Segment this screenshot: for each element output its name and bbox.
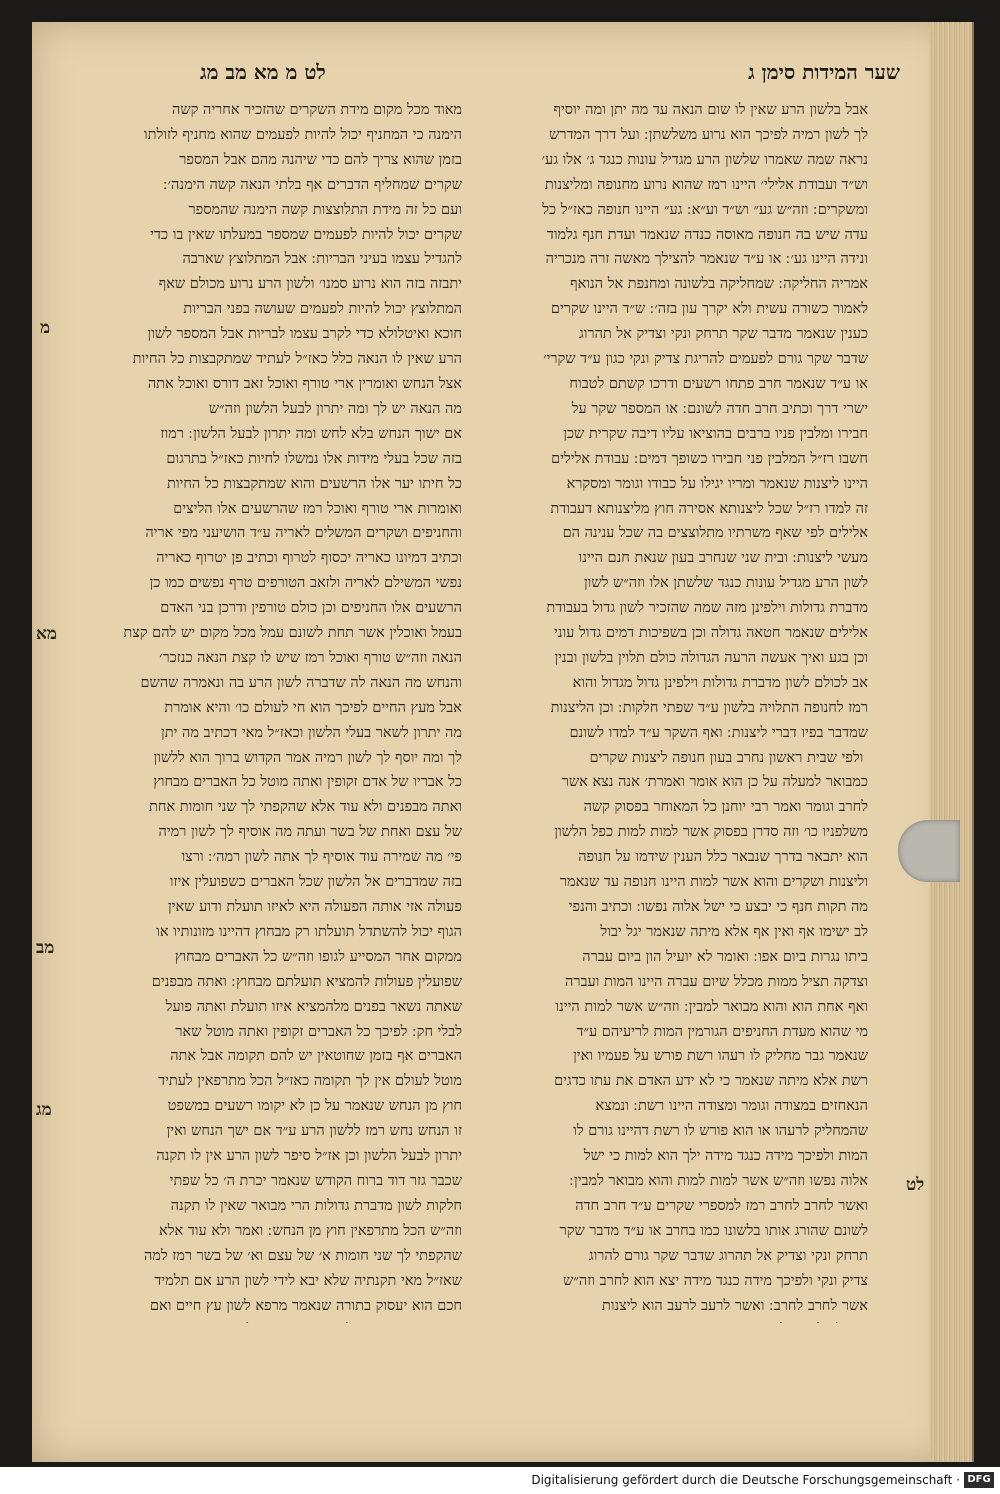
- text-line: אמריה החליקה ׃ שמחליקה בלשונה ומחנפת אל הנואף: [570, 276, 868, 293]
- text-line: והנחש מה הנאה לה שדברה לשון הרע בה ונאמרה שהשם: [140, 674, 462, 691]
- text-line: אלוה נפשו וזה״ש אשר למות למות והוא מבואר למבין ׃: [569, 1172, 868, 1189]
- text-line: ישרי דרך וכתיב חרב חדה לשונם ׃ או המספר שקר על: [571, 400, 868, 417]
- text-line: וכן בגע ואיך אעשה הרעה הגדולה כולם תלוין בלשון ובנין: [554, 649, 868, 666]
- text-line: מה תקות חנף כי יבצע כי ישל אלוה נפשו ׃ וכתיב והנפי: [568, 899, 868, 915]
- text-line: האברים אף בזמן שחוטאין יש להם תקומה אבל אתה: [170, 1048, 462, 1065]
- text-line: וכתיב דמיונו כאריה יכסוף לטרוף וכתיב פן יטרוף כאריה: [156, 550, 462, 567]
- text-line: הוא יתבאר בדרך שנבאר כלל הענין שידמו על חנופה: [578, 849, 868, 866]
- text-line: אלילים שנאמר חטאה גדולה וכן בשפיכות דמים גדול עוני: [553, 625, 868, 642]
- text-line: משלפניו כו׳ וזה סדרן בפסוק אשר למות למות כפל הלשון: [554, 824, 868, 841]
- text-line: ומשקרים ׃ וזה״ש גע״ וש״ד וע״א ׃ גע״ היינו חנופה כאז״ל כל: [542, 201, 868, 218]
- text-line: פעולה אזי אותה הפעולה היא לאיזו תועלת ודוע שאין: [168, 899, 462, 915]
- text-line: עדה שיש בה חנופה מאוסה כנדה שנאמר ועדת חנף גלמוד: [546, 226, 868, 243]
- text-line: של עצם ואחת של בשר ועתה מה אוסיף לך לשון רמיה: [158, 824, 462, 841]
- text-line: חבירו ומלבין פניו ברבים בהוציאו עליו דיבה שקרית שכן: [563, 425, 868, 442]
- text-column-left: [62, 98, 462, 1323]
- text-line: כמבואר למעלה על כן הוא אומר ואמרת׳ אנה נצא אשר: [561, 774, 868, 791]
- text-line: [62, 1318, 462, 1323]
- text-line: בזה שכל בעלי מידות אלו נמשלו לחיות כאז״ל בתרגום: [166, 450, 462, 467]
- text-line: לבלי חק ׃ לפיכך כל האברים זקופין ואתה מוטל שאר: [175, 1023, 462, 1040]
- text-line: שמדבר בפיו דברי ליצנות ׃ ואף השקר ע״ד למדו לשונם: [569, 724, 868, 741]
- text-line: נפשי המשילם לאריה ולזאב הטורפים טרף נפשים כמו כן: [149, 575, 462, 592]
- text-line: ביתו נגרות ביום אפו ׃ ואומר לא יועיל הון ביום עברה: [582, 948, 868, 965]
- text-line: אלילים לפי שאף משרתיו מתלוצצים בה שכל ענינה הם: [562, 525, 868, 542]
- text-line: מה הנאה יש לך ומה יתרון לבעל הלשון וזה״ש: [208, 400, 462, 417]
- text-line: המות ולפיכך מידה כנגד מידה ילך הוא למות כי ישל: [583, 1148, 868, 1165]
- dfg-logo: DFG: [964, 1472, 994, 1488]
- text-line: שנאמר גבר מחליק לו רעהו רשת פורש על פעמיו ואין: [573, 1048, 868, 1065]
- running-header: [60, 60, 900, 92]
- text-line: מאוד מכל מקום מידת השקרים שהזכיר אחריה קשה: [172, 102, 462, 118]
- margin-marker-42: מב: [36, 938, 55, 958]
- text-line: מוטל לעולם אין לך תקומה כאז״ל הכל מתרפאין לעתיד: [158, 1073, 462, 1090]
- text-line: או ע״ד שנאמר חרב פתחו רשעים ודרכו קשתם לטבוח: [569, 375, 868, 392]
- text-line: ואף אחת הוא והוא מבואר למבין ׃ וזה״ש אשר למות היינו: [555, 998, 868, 1015]
- text-line: וליצנות ושקרים והוא אשר למות היינו חנופה עד שנאמר: [559, 874, 868, 891]
- text-line: מדברת גדולות וילפינן מזה שמה שהזכיר לשון גדול בעבודת: [546, 600, 868, 617]
- text-line: המתלוצץ יכול להיות לפעמים שעושה בפני הבריות: [183, 301, 462, 318]
- text-line: הרע שאין לו הנאה כלל כאז״ל לעתיד שמתקבצות כל החיות: [132, 351, 462, 368]
- text-line: אצל הנחש ואומרין ארי טורף ואוכל זאב דורס ואוכל אתה: [147, 375, 462, 392]
- text-line: שקרים יכול להיות לפעמים שמספר במעלתו שאין בו כדי: [150, 226, 462, 243]
- text-line: שאתה נשאר בפנים מלהמציא איזו תועלת ואתה פועל: [165, 998, 462, 1015]
- text-line: אבל בלשון הרע שאין לו שום הנאה עד מה יתן ומה יוסיף: [553, 102, 868, 118]
- text-line: צדיק ונקי ולפיכך מידה כנגד מידה יצא הוא לחרב וזה״ש: [563, 1272, 868, 1289]
- text-line: [468, 1318, 868, 1323]
- text-line: מה יתרון לשאר בעלי הלשון וכאז״ל מאי דכתיב מה יתן: [161, 724, 462, 741]
- text-line: לך לשון רמיה לפיכך הוא נרוע משלשתן ׃ ועל דרך המדרש: [549, 126, 868, 143]
- book-fore-edge: [930, 22, 974, 1462]
- text-line: ונידה היינו גע׳ ׃ או ע״ד שנאמר להצילך מאשה זרה מנכריה: [545, 251, 868, 268]
- text-line: היינו ליצנות שנאמר ומריו יגילו על כבודו וגומר ומסקרא: [566, 475, 868, 492]
- text-line: זו הנחש נחש רמז ללשון הרע ע״ד אם ישך הנחש ואין: [166, 1123, 462, 1140]
- margin-marker-39: לט: [906, 1175, 925, 1195]
- text-line: והחניפים ושקרים המשלים לאריה ע״ד הושיעני מפי אריה: [145, 525, 462, 542]
- text-line: לב ישימו אף ואין אף אלא מיתה שנאמר יגל יבול: [600, 923, 868, 940]
- text-line: חוץ מן הנחש שנאמר על כן לא יקומו רשעים במשפט: [167, 1098, 462, 1115]
- text-line: אם ישוך הנחש בלא לחש ומה יתרון לבעל הלשון ׃ רמוז: [160, 425, 462, 442]
- text-line: שקרים שמחליף הדברים אף בלתי הנאה קשה הימנה׳ ׃: [163, 176, 462, 193]
- text-column-right: [468, 98, 868, 1323]
- text-line: זה למדו רז״ל שכל ליצנותא אסירה חוץ מליצנותא דעבודת: [550, 500, 868, 517]
- text-line: חשבו רז״ל המלבין פני חבירו כשופך דמים ׃ עבודת אלילים: [551, 450, 868, 467]
- text-line: חוכא ואיטלולא כדי לקרב עצמו לבריות אבל המספר לשון: [147, 326, 462, 343]
- text-line: הנאה וזה״ש טורף ואוכל רמז שיש לו קצת הנאה כנזכר׳: [159, 649, 462, 666]
- text-line: וזה״ש הכל מתרפאין חוץ מן הנחש ׃ ואמר ולא עוד אלא: [159, 1222, 462, 1239]
- text-line: רמז לחנופה התלויה בלשון ע״ד שפתי חלקות ׃ וכן הליצנות: [550, 699, 868, 716]
- text-line: לאמור כשורה עשית ולא יקרך עון בזה׳ ׃ ש״ד היינו שקרים: [550, 301, 868, 318]
- text-line: שכבר גזר דוד ברוח הקודש שנאמר יכרת ה׳ כל שפתי: [169, 1172, 462, 1189]
- text-line: בזה שמדברים אל הלשון שכל האברים כשפועלין איזו: [169, 874, 462, 891]
- text-line: שפועלין פעולות להמציא תועלתם מבחוץ ׃ ואתה מבפנים: [151, 973, 462, 990]
- text-line: שהמחליק לרעהו או הוא פורש לו רשת דהיינו גורם לו: [573, 1123, 868, 1140]
- text-line: חכם הוא יעסוק בתורה שנאמר מרפא לשון עץ חיים ואם: [149, 1297, 462, 1314]
- text-line: שהקפתי לך שני חומות א׳ של עצם וא׳ של בשר רמז למה: [143, 1247, 462, 1264]
- text-line: ועם כל זה מידת התלוצצות קשה הימנה שהמספר: [188, 201, 462, 218]
- text-line: כענין שנאמר מדבר שקר תרחק ונקי וצדיק אל תהרוג: [578, 326, 868, 343]
- text-line: פי׳ מה שמירה עוד אוסיף לך אתה לשון רמה׳ ׃ ורצו: [181, 849, 462, 866]
- text-line: הרשעים אלו החניפים וכן כולם טורפין ודרכן בני האדם: [160, 600, 462, 617]
- text-line: תרחק ונקי וצדיק אל תהרוג שדבר שקר גורם להרוג: [588, 1247, 868, 1264]
- text-line: וצדקה תציל ממות מכלל שיום עברה היינו המות ועברה: [565, 973, 868, 990]
- text-line: ואומרות ארי טורף ואוכל רמז שהרשעים אלו הליצים: [173, 500, 462, 517]
- text-line: הנאחזים במצודה וגומר ומצודה היינו רשת ׃ ונמצא: [595, 1098, 868, 1115]
- text-line: מי שהוא מעדת החניפים הגורמין המות לריעיהם ע״ד: [576, 1023, 868, 1040]
- text-line: שאז״ל מאי תקנתיה שלא יבא לידי לשון הרע אם תלמיד: [154, 1272, 462, 1289]
- footer-credit: Digitalisierung gefördert durch die Deutsche Forschungsgemeinschaft ·: [531, 1473, 960, 1487]
- header-title: שער המידות סימן ג: [748, 60, 900, 84]
- text-line: בעמל ואוכלין אשר תחת לשונם עמל מכל מקום יש להם קצת: [123, 625, 462, 642]
- text-line: יתבזה בזה הוא נרוע סמנו׳ ולשון הרע נרוע מכולם שאף: [158, 276, 462, 293]
- text-line: כל אבריו של אדם זקופין ואתה מוטל כל האברים מבחוץ: [153, 774, 462, 791]
- text-line: ואתה מבפנים ולא עוד אלא שהקפתי לך שני חומות אחת: [149, 799, 462, 816]
- text-line: מעשי ליצנות ׃ ובית שני שנחרב בעון שנאת חנם היינו: [578, 550, 868, 567]
- text-line: לשון הרע מגדיל עונות כנגד שלשתן אלו וזה״ש לשון: [583, 575, 868, 592]
- text-line: בזמן שהוא צריך להם כדי שיהנה מהם אבל המספר: [179, 151, 462, 168]
- text-line: ׃ ולפי שבית ראשון נחרב בעון חנופה ליצנות שקרים: [589, 749, 868, 766]
- text-line: אשר לחרב לחרב ׃ ואשר לרעב לרעב הוא ליצנות: [601, 1297, 868, 1314]
- footer-bar: [0, 1467, 1000, 1494]
- text-line: אבל מעץ החיים לפיכך הוא חי לעולם כו׳ והיא אומרת: [164, 699, 462, 716]
- text-line: לך ומה יוסף לך לשון רמיה אמר הקדוש ברוך הוא ללשון: [153, 749, 462, 766]
- margin-marker-43: מג: [36, 1100, 52, 1120]
- text-line: ממקום אחר המסייע לגופו וזה״ש כל האברים מבחוץ: [174, 948, 462, 965]
- text-line: שדבר שקר גורם לפעמים להריגת צדיק ונקי כגון ע״ד שקרי׳: [543, 351, 868, 368]
- page-clip: [898, 820, 960, 882]
- text-line: חלקות לשון מדברת גדולות הרי מבואר שאין לו תקנה: [170, 1197, 462, 1214]
- text-line: יתרון לבעל הלשון וכן אז״ל סיפר לשון הרע אין לו תקנה: [156, 1148, 462, 1165]
- text-line: הגוף יכול להשתדל תועלתו רק מבחוץ דהיינו מזונותיו או: [156, 923, 462, 940]
- header-folio-numbers: לט מ מא מב מג: [200, 60, 326, 84]
- text-line: רשת אלא מיתה שנאמר כי לא ידע האדם את עתו כדגים: [554, 1073, 868, 1090]
- margin-marker-41: מא: [36, 624, 57, 644]
- text-line: אב לכולם לשון מדברת גדולות וילפינן גדול מגדול והוא: [572, 674, 868, 691]
- margin-marker-40: מ: [40, 318, 51, 338]
- text-line: להגדיל עצמו בעיני הבריות ׃ אבל המתלוצץ שארבה: [182, 251, 462, 268]
- text-line: כל חיתו יער אלו הרשעים והוא שמתקבצות כל החיות: [167, 475, 462, 492]
- text-line: הימנה כי המחניף יכול להיות לפעמים שהוא מחניף לזולתו: [143, 126, 462, 143]
- text-line: נראה שמה שאמרו שלשון הרע מגדיל עונות כנגד ג׳ אלו גע׳: [541, 151, 868, 168]
- text-line: לחרב וגומר ואמר רבי יוחנן כל המאוחר בפסוק קשה: [583, 799, 868, 816]
- text-line: וש״ד ועבודת אלילי׳ היינו רמז שהוא נרוע מחנופה ומליצנות: [544, 176, 868, 193]
- text-line: לשונם שהורג אותו בלשונו כמו בחרב או ע״ד מדבר שקר: [559, 1222, 868, 1239]
- text-line: ואשר לחרב לחרב רמז למספרי שקרים ע״ד חרב חדה: [575, 1197, 868, 1214]
